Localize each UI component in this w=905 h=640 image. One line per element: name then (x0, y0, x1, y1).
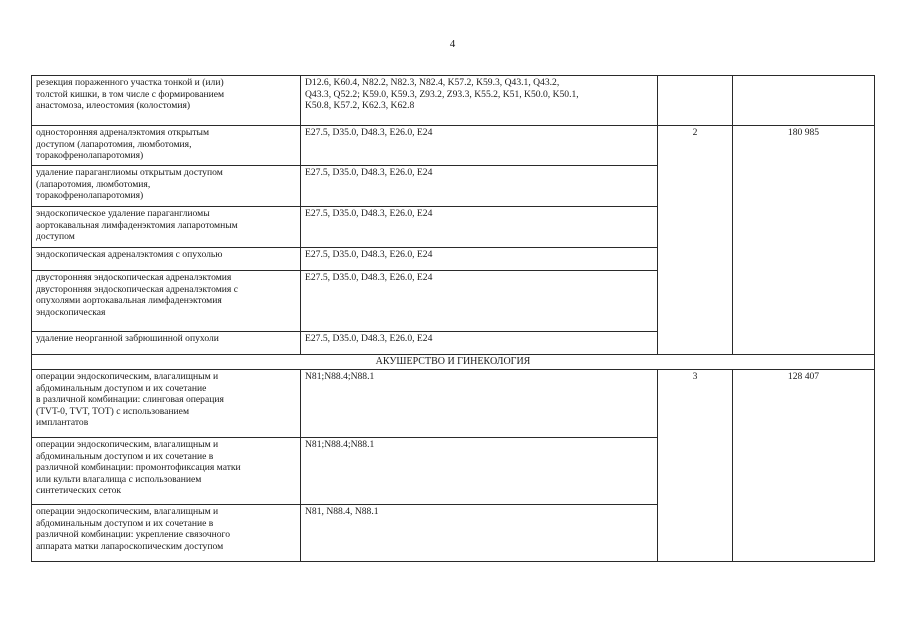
procedure-cell: операции эндоскопическим, влагалищным и абдоминальным доступом и их сочетание в различной комбинации: промонтофиксация матки или культи влагалища с использованием синтетических сеток (32, 438, 301, 505)
cost-cell: 180 985 (733, 126, 875, 355)
section-row (32, 355, 875, 370)
cost-cell (733, 76, 875, 126)
diagnosis-codes-cell: E27.5, D35.0, D48.3, E26.0, E24 (301, 166, 658, 207)
procedure-cell: двусторонняя эндоскопическая адреналэктомия двусторонняя эндоскопическая адреналэктомия с опухолями аортокавальная лимфаденэктомия эндоскопическая (32, 271, 301, 332)
procedure-cell: эндоскопическая адреналэктомия с опухолью (32, 248, 301, 271)
diagnosis-codes-cell: N81, N88.4, N88.1 (301, 505, 658, 562)
procedure-cell: удаление неорганной забрюшинной опухоли (32, 332, 301, 355)
diagnosis-codes-cell: E27.5, D35.0, D48.3, E26.0, E24 (301, 207, 658, 248)
diagnosis-codes-cell: N81;N88.4;N88.1 (301, 370, 658, 438)
cost-cell: 128 407 (733, 370, 875, 562)
procedures-table (31, 75, 875, 562)
diagnosis-codes-cell: E27.5, D35.0, D48.3, E26.0, E24 (301, 332, 658, 355)
diagnosis-codes-cell: E27.5, D35.0, D48.3, E26.0, E24 (301, 271, 658, 332)
procedure-cell: односторонняя адреналэктомия открытым доступом (лапаротомия, люмботомия, торакофренолапаротомия) (32, 126, 301, 166)
group-number-cell: 2 (658, 126, 733, 355)
procedure-cell: операции эндоскопическим, влагалищным и абдоминальным доступом и их сочетание в различной комбинации: слинговая операция (TVT-0, TVT, TOT) с использованием имплантатов (32, 370, 301, 438)
procedure-cell: операции эндоскопическим, влагалищным и абдоминальным доступом и их сочетание в различной комбинации: укрепление связочного аппарата матки лапароскопическим доступом (32, 505, 301, 562)
diagnosis-codes-cell: N81;N88.4;N88.1 (301, 438, 658, 505)
section-title: АКУШЕРСТВО И ГИНЕКОЛОГИЯ (32, 355, 875, 370)
page-number: 4 (449, 38, 456, 50)
procedure-cell: эндоскопическое удаление параганглиомы аортокавальная лимфаденэктомия лапаротомным доступом (32, 207, 301, 248)
table-row (32, 370, 875, 438)
procedure-cell: резекция пораженного участка тонкой и (или) толстой кишки, в том числе с формированием анастомоза, илеостомия (колостомия) (32, 76, 301, 126)
table-row (32, 126, 875, 166)
group-number-cell (658, 76, 733, 126)
table-row (32, 76, 875, 126)
diagnosis-codes-cell: E27.5, D35.0, D48.3, E26.0, E24 (301, 248, 658, 271)
group-number-cell: 3 (658, 370, 733, 562)
diagnosis-codes-cell: E27.5, D35.0, D48.3, E26.0, E24 (301, 126, 658, 166)
procedure-cell: удаление параганглиомы открытым доступом (лапаротомия, люмботомия, торакофренолапаротомия) (32, 166, 301, 207)
diagnosis-codes-cell: D12.6, K60.4, N82.2, N82.3, N82.4, K57.2, K59.3, Q43.1, Q43.2, Q43.3, Q52.2; K59.0, K59.3, Z93.2, Z93.3, K55.2, K51, K50.0, K50.1, K50.8, K57.2, K62.3, K62.8 (301, 76, 658, 126)
